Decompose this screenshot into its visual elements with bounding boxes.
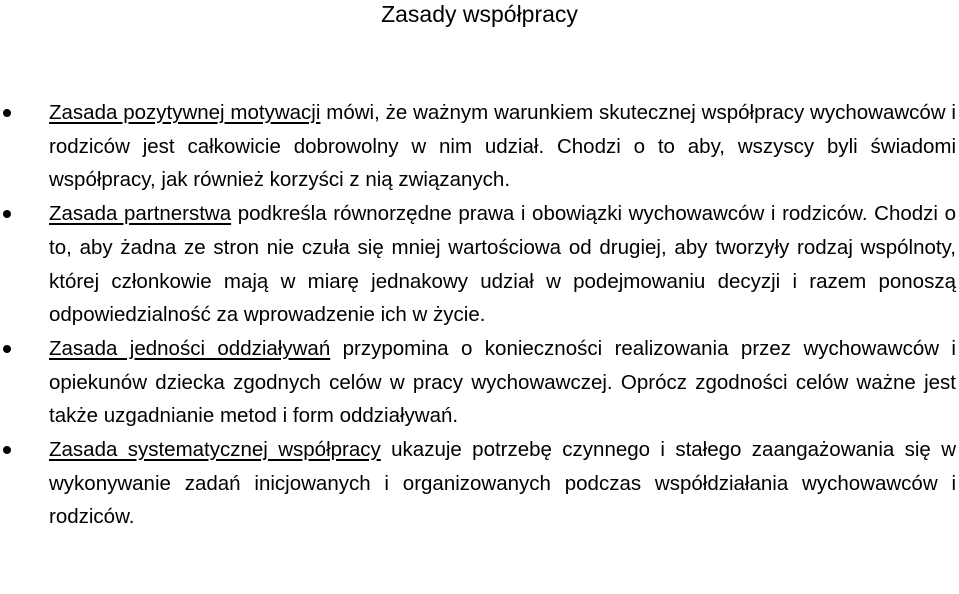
principle-term: Zasada pozytywnej motywacji [49, 101, 321, 124]
principle-term: Zasada jedności oddziaływań [49, 336, 331, 360]
principle-description: przypomina o konieczności realizowania przez wychowawców i opiekunów dziecka zgodnych celów w pracy wychowawczej. Oprócz zgodności celów ważne jest także uzgadnianie metod i form oddziaływań. [49, 336, 956, 428]
bullet-icon [3, 109, 11, 117]
principle-term: Zasada systematycznej współpracy [49, 438, 381, 462]
principle-description: podkreśla równorzędne prawa i obowiązki wychowawców i rodziców. Chodzi o to, aby żadna ze stron nie czuła się mniej wartościowa od drugiej, aby tworzyły rodzaj wspólnoty, której członkowie mają w miarę jednakowy udział w podejmowaniu decyzji i razem ponoszą odpowiedzialność za wprowadzenie ich w życie. [49, 202, 956, 327]
bullet-icon [3, 210, 11, 218]
bullet-icon [3, 345, 11, 353]
principle-description: mówi, że ważnym warunkiem skutecznej współpracy wychowawców i rodziców jest całkowicie dobrowolny w nim udział. Chodzi o to aby, wszyscy byli świadomi współpracy, jak również korzyści z nią związanych. [49, 101, 956, 192]
page-title: Zasady współpracy [381, 1, 578, 27]
list-item-unity-of-influence [0, 332, 959, 433]
principle-term: Zasada partnerstwa [49, 202, 232, 226]
list-item-partnership [0, 197, 959, 332]
bullet-icon [3, 446, 11, 454]
principle-description: ukazuje potrzebę czynnego i stałego zaangażowania się w wykonywanie zadań inicjowanych i organizowanych podczas współdziałania wychowawców i rodziców. [49, 438, 957, 529]
principles-list [0, 96, 959, 534]
list-item-positive-motivation [0, 96, 959, 197]
list-item-systematic-cooperation [0, 433, 959, 534]
